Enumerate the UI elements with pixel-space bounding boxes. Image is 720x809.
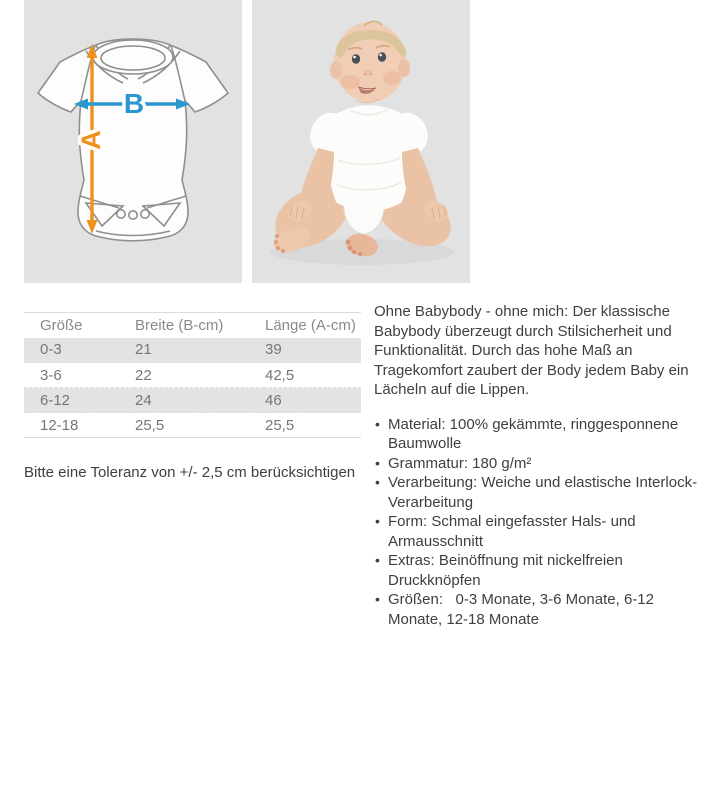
table-row — [24, 363, 361, 388]
table-cell-groesse: 3-6 — [40, 366, 62, 384]
table-row — [24, 413, 361, 438]
table-cell-laenge: 39 — [265, 341, 282, 359]
size-table-header-groesse: Größe — [40, 316, 83, 334]
width-label: B — [123, 88, 145, 119]
feature-item-extras: • Extras: Beinöffnung mit nickelfreien Druckknöpfen — [374, 551, 710, 590]
table-cell-groesse: 6-12 — [40, 391, 71, 409]
feature-list — [374, 415, 710, 630]
table-cell-breite: 22 — [135, 366, 152, 384]
size-table-header-laenge: Länge (A-cm) — [265, 316, 356, 334]
feature-item-material: • Material: 100% gekämmte, ringgesponnene Baumwolle — [374, 415, 710, 454]
table-cell-groesse: 12-18 — [40, 416, 79, 434]
baby-photo — [252, 0, 470, 283]
table-cell-groesse: 0-3 — [40, 341, 62, 359]
feature-item-groessen: • Größen: 0-3 Monate, 3-6 Monate, 6-12 Monate, 12-18 Monate — [374, 590, 710, 629]
table-row — [24, 388, 361, 413]
feature-item-verarbeitung: • Verarbeitung: Weiche und elastische Interlock-Verarbeitung — [374, 473, 710, 512]
size-table-header-row — [24, 313, 361, 338]
table-cell-breite: 24 — [135, 391, 152, 409]
table-row — [24, 338, 361, 363]
feature-item-grammatur: • Grammatur: 180 g/m² — [374, 454, 710, 474]
product-description — [374, 302, 710, 629]
table-cell-laenge: 25,5 — [265, 416, 295, 434]
table-cell-breite: 21 — [135, 341, 152, 359]
feature-item-form: • Form: Schmal eingefasster Hals- und Armausschnitt — [374, 512, 710, 551]
size-table-header-breite: Breite (B-cm) — [135, 316, 224, 334]
length-label: A — [76, 130, 106, 150]
product-photo-panel — [252, 0, 470, 283]
size-table — [24, 312, 361, 438]
table-cell-breite: 25,5 — [135, 416, 165, 434]
table-cell-laenge: 46 — [265, 391, 282, 409]
table-cell-laenge: 42,5 — [265, 366, 295, 384]
bodysuit-outline — [38, 39, 228, 241]
bodysuit-measurement-diagram — [24, 0, 242, 283]
tolerance-note: Bitte eine Toleranz von +/- 2,5 cm berücksichtigen — [24, 464, 356, 481]
description-intro: Ohne Babybody - ohne mich: Der klassische Babybody überzeugt durch Stilsicherheit und Funktionalität. Durch das hohe Maß an Tragekomfort zaubert der Body jedem Baby ein Lächeln auf die Lippen. — [374, 303, 689, 398]
size-diagram-panel — [24, 0, 242, 283]
